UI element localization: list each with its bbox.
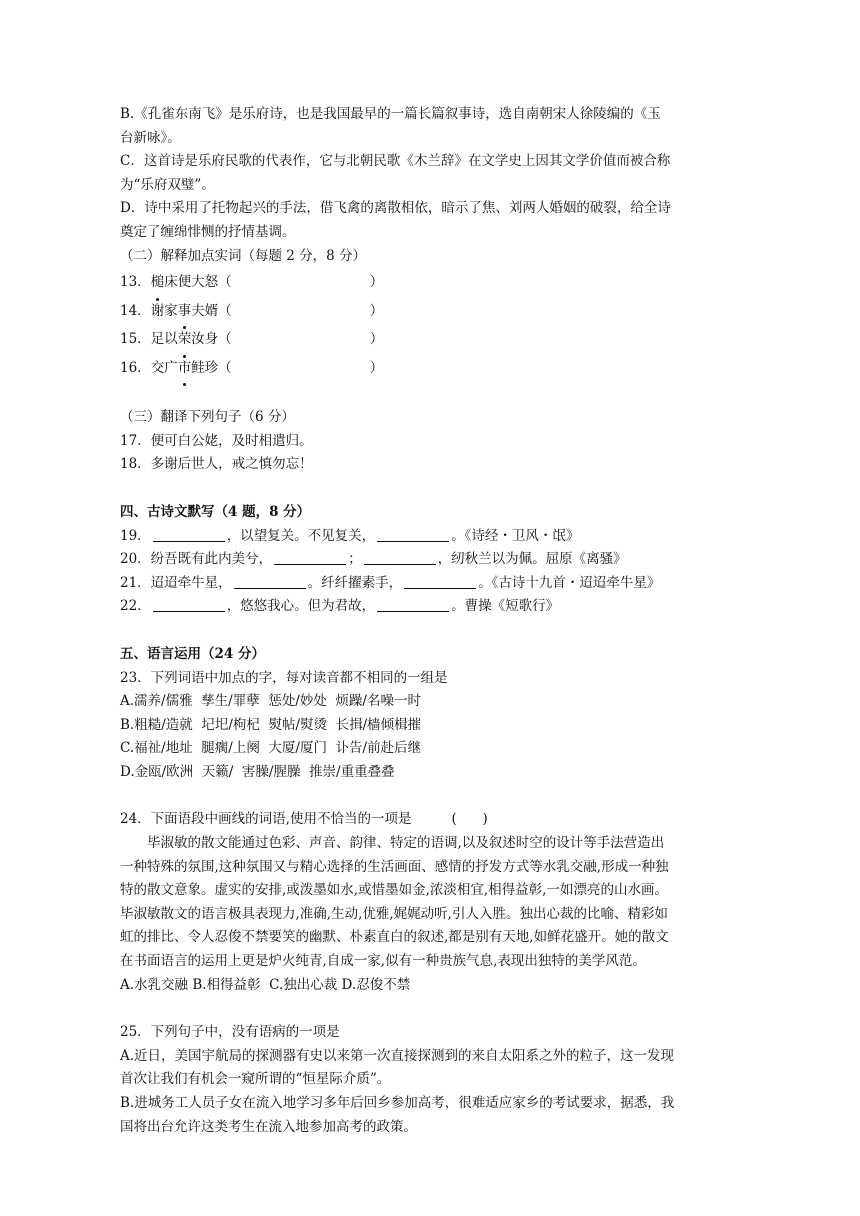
question-20: 20．纷吾既有此内美兮， ； ，纫秋兰以为佩。屈原《离骚》 <box>120 551 627 568</box>
option-b-line2: 台新咏》。 <box>120 129 181 146</box>
question-18: 18．多谢后世人，戒之慎勿忘！ <box>120 456 313 473</box>
question-23-option-b: B.粗糙/造就 圮圯/枸杞 熨帖/熨烫 长揖/樯倾楫摧 <box>120 716 422 733</box>
question-21: 21．迢迢牵牛星， 。纤纤擢素手， 。《古诗十九首・迢迢牵牛星》 <box>120 574 661 591</box>
fill-blank <box>364 550 436 565</box>
part2-heading: （二）解释加点实词（每题 2 分，8 分） <box>120 247 367 264</box>
passage-line: 在书面语言的运用上更是炉火纯青,自成一家,似有一种贵族气息,表现出独特的美学风范。 <box>120 953 646 970</box>
section5-heading: 五、语言运用（24 分） <box>120 645 265 662</box>
question-13: 13．槌床便大怒（ ） <box>120 268 745 297</box>
question-15: 15．足以荣汝身（ ） <box>120 325 745 354</box>
question-25-option-b-line2: 国将出台允许这类考生在流入地参加高考的政策。 <box>120 1118 417 1135</box>
question-25-option-a-line1: A.近日，美国宇航局的探测器有史以来第一次直接探测到的来自太阳系之外的粒子，这一发现 <box>120 1047 675 1064</box>
option-d-line1: D．诗中采用了托物起兴的手法，借飞禽的离散相依，暗示了焦、刘两人婚姻的破裂，给全诗 <box>120 200 671 217</box>
question-16: 16．交广市鲑珍（ ） <box>120 354 745 383</box>
exam-page <box>120 103 745 1139</box>
question-25-option-a-line2: 首次让我们有机会一窥所谓的“恒星际介质”。 <box>120 1071 391 1088</box>
passage-line: 一种特殊的氛围,这种氛围又与精心选择的生活画面、感情的抒发方式等水乳交融,形成一种独 <box>120 858 669 875</box>
fill-blank <box>153 527 225 542</box>
fill-blank <box>274 550 346 565</box>
answer-paren: ( ) <box>451 811 488 828</box>
passage-line: 毕淑敏散文的语言极具表现力,准确,生动,优雅,娓娓动听,引人入胜。独出心裁的比喻、精彩如 <box>120 905 668 922</box>
part3-heading: （三）翻译下列句子（6 分） <box>120 409 295 426</box>
fill-blank <box>404 574 476 589</box>
dotted-char: 事 <box>178 297 192 326</box>
question-19: 19． ，以望复关。不见复关， 。《诗经・卫风・氓》 <box>120 527 580 544</box>
fill-blank <box>153 597 225 612</box>
question-22: 22． ，悠悠我心。但为君故， 。曹操《短歌行》 <box>120 598 560 615</box>
question-number: 16． <box>120 359 151 376</box>
question-23-option-d: D.金瓯/欧洲 天籁/ 害臊/腥臊 推崇/重重叠叠 <box>120 763 395 780</box>
question-25: 25．下列句子中，没有语病的一项是 <box>120 1024 340 1041</box>
option-b-line1: B.《孔雀东南飞》是乐府诗，也是我国最早的一篇长篇叙事诗，选自南朝宋人徐陵编的《玉 <box>120 106 661 122</box>
option-d-line2: 奠定了缠绵悱恻的抒情基调。 <box>120 223 296 240</box>
section4-heading: 四、古诗文默写（4 题，8 分） <box>120 503 311 520</box>
question-24-options: A.水乳交融 B.相得益彰 C.独出心裁 D.忍俊不禁 <box>120 976 411 993</box>
dotted-char: 市 <box>178 354 192 383</box>
question-24: 24．下面语段中画线的词语,使用不恰当的一项是 ( ) <box>120 811 488 828</box>
passage-line: 特的散文意象。虚实的安排,或泼墨如水,或惜墨如金,浓淡相宜,相得益彰,一如漂亮的山水画。 <box>120 882 668 899</box>
question-23-option-a: A.濡养/儒雅 孳生/罪孽 惩处/妙处 烦躁/名噪一时 <box>120 693 421 710</box>
option-c-line2: 为“乐府双璧”。 <box>120 176 215 193</box>
question-number: 13． <box>120 274 151 291</box>
fill-blank <box>377 527 449 542</box>
question-25-option-b-line1: B.进城务工人员子女在流入地学习多年后回乡参加高考，很难适应家乡的考试要求，据悉，我 <box>120 1095 675 1111</box>
dotted-char: 荣 <box>178 325 192 354</box>
option-c-line1: C．这首诗是乐府民歌的代表作，它与北朝民歌《木兰辞》在文学史上因其文学价值而被合称 <box>120 153 671 170</box>
dotted-char: 槌 <box>151 268 165 297</box>
question-23-option-c: C.福祉/地址 腿瘸/上阕 大厦/厦门 讣告/前赴后继 <box>120 740 422 757</box>
question-23: 23．下列词语中加点的字，每对读音都不相同的一组是 <box>120 669 448 686</box>
passage-line: 虹的排比、令人忍俊不禁要笑的幽默、朴素直白的叙述,都是别有天地,如鲜花盛开。她的散文 <box>120 929 669 946</box>
fill-blank <box>234 574 306 589</box>
question-number: 15． <box>120 331 151 348</box>
fill-blank <box>377 597 449 612</box>
question-14: 14．谢家事夫婿（ ） <box>120 297 745 326</box>
question-17: 17．便可白公姥，及时相遣归。 <box>120 432 313 449</box>
passage-line: 毕淑敏的散文能通过色彩、声音、韵律、特定的语调,以及叙述时空的设计等手法营造出 <box>147 835 665 852</box>
question-number: 14． <box>120 302 151 319</box>
